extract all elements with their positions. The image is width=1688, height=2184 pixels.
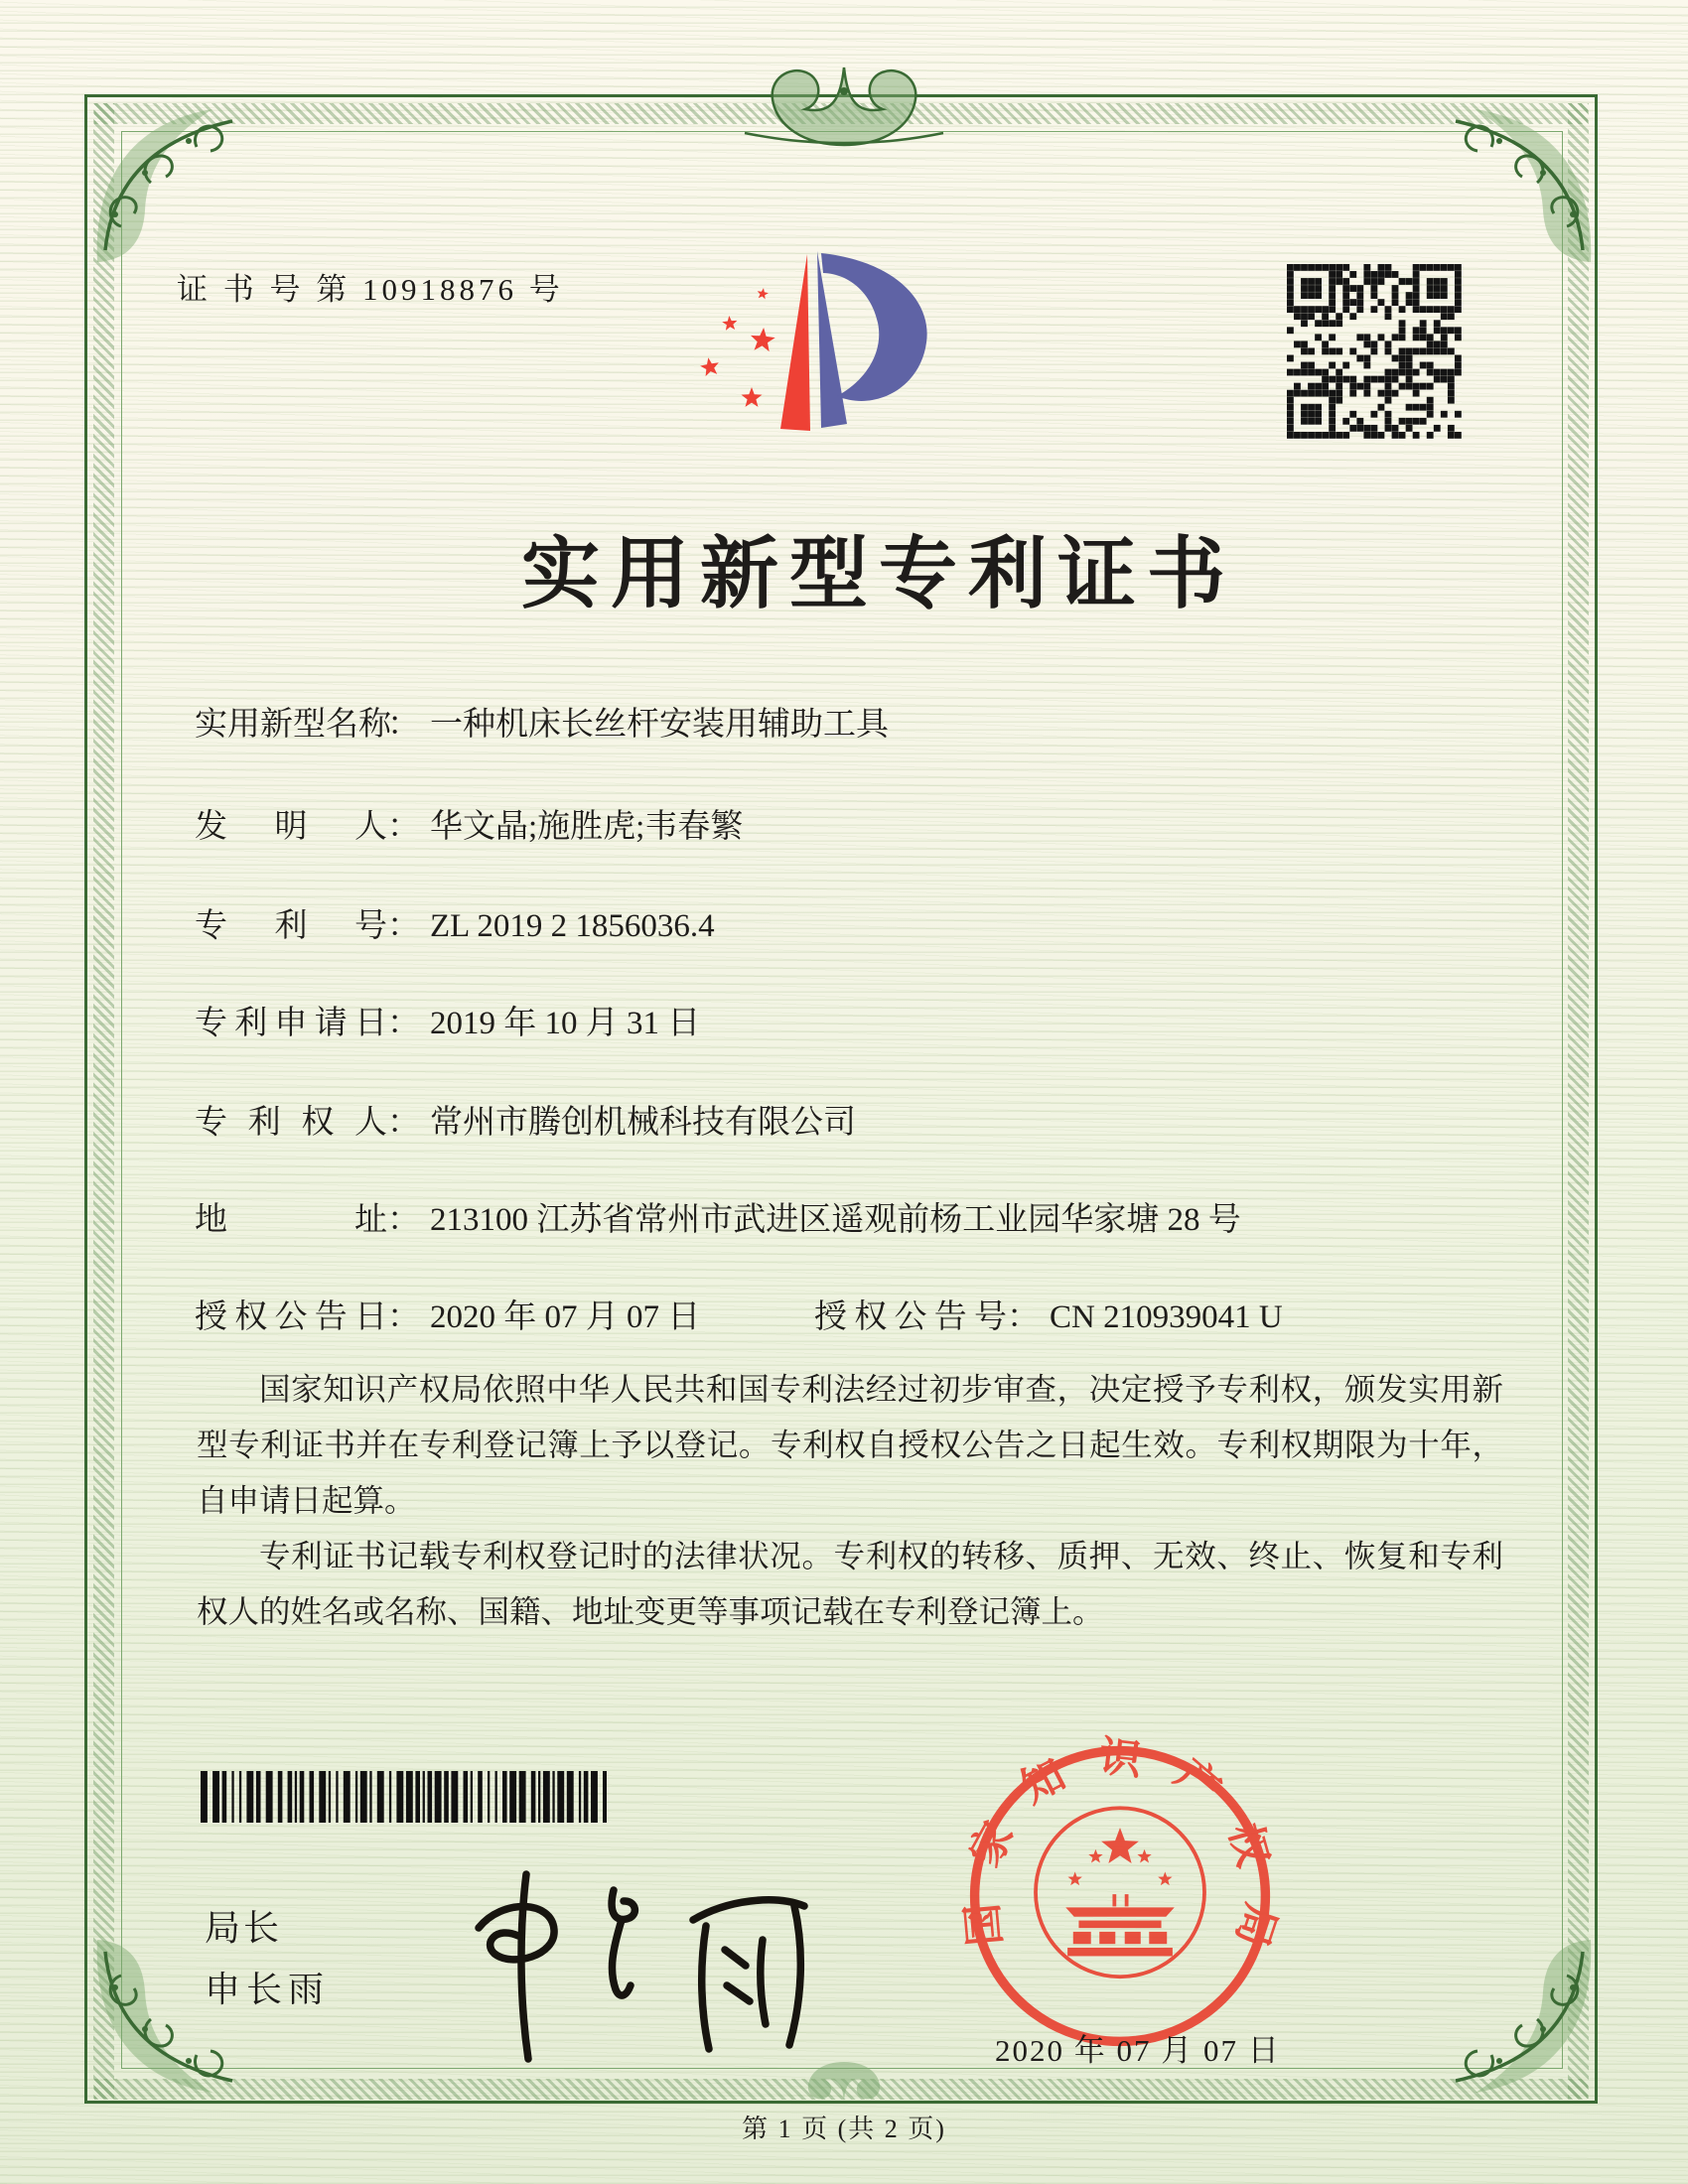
grant-date-group	[195, 1299, 700, 1335]
legal-text-block	[197, 1362, 1503, 1640]
field-label: 专利申请日	[195, 1006, 387, 1041]
field-filing-date	[195, 997, 700, 1043]
field-colon: ：	[387, 1202, 420, 1238]
field-inventors	[195, 800, 743, 847]
legal-paragraph-1: 国家知识产权局依照中华人民共和国专利法经过初步审查，决定授予专利权，颁发实用新型专利证书并在专利登记簿上予以登记。专利权自授权公告之日起生效。专利权期限为十年，自申请日起算。	[197, 1372, 1503, 1518]
border-top-crest-icon	[685, 56, 1003, 155]
director-name: 申长雨	[205, 1969, 331, 2009]
field-colon: ：	[387, 1006, 420, 1041]
field-colon: ：	[387, 1299, 420, 1335]
field-patentee	[195, 1096, 856, 1143]
director-title: 局长	[205, 1907, 283, 1948]
qr-code-icon	[1287, 264, 1462, 439]
seal-date: 2020 年 07 月 07 日	[995, 2033, 1281, 2068]
field-value: 2020 年 07 月 07 日	[430, 1299, 701, 1335]
field-value: 常州市腾创机械科技有限公司	[430, 1105, 856, 1141]
field-value: 2019 年 10 月 31 日	[430, 1006, 701, 1041]
director-signature-icon	[465, 1848, 832, 2072]
field-colon: ：	[387, 809, 420, 845]
field-label: 专利号	[195, 908, 387, 944]
certificate-number: 证 书 号 第 10918876 号	[177, 272, 564, 307]
field-colon: ：	[387, 908, 420, 944]
field-colon: ：	[1007, 1299, 1040, 1335]
field-label: 授权公告日	[195, 1299, 387, 1335]
field-utility-model-name	[195, 698, 889, 745]
field-label: 发明人	[195, 809, 387, 845]
certificate-title: 实用新型专利证书	[521, 532, 1236, 618]
field-label: 专利权人	[195, 1105, 387, 1141]
grant-number-group	[814, 1291, 1283, 1337]
field-colon: ：	[387, 1105, 420, 1141]
svg-text:国家知识产权局	[957, 1733, 1285, 1981]
field-grant-announcement	[195, 1291, 1283, 1337]
field-value: ZL 2019 2 1856036.4	[430, 908, 715, 944]
cnipa-logo-icon	[670, 241, 938, 450]
legal-paragraph-2: 专利证书记载专利权登记时的法律状况。专利权的转移、质押、无效、终止、恢复和专利权人的姓名或名称、国籍、地址变更等事项记载在专利登记簿上。	[197, 1539, 1503, 1629]
field-label: 地址	[195, 1202, 387, 1238]
border-corner-flourish-icon	[1424, 95, 1603, 274]
field-value: 华文晶;施胜虎;韦春繁	[430, 809, 744, 845]
field-address	[195, 1193, 1241, 1240]
field-patent-number	[195, 899, 715, 946]
field-label: 授权公告号	[814, 1299, 1007, 1335]
field-value: 213100 江苏省常州市武进区遥观前杨工业园华家塘 28 号	[430, 1202, 1241, 1238]
field-value: CN 210939041 U	[1050, 1299, 1283, 1335]
field-colon: ：	[387, 707, 420, 743]
field-value: 一种机床长丝杆安装用辅助工具	[430, 707, 889, 743]
barcode-icon	[201, 1771, 608, 1823]
cnipa-round-seal-icon	[951, 1727, 1289, 2065]
page-footer: 第 1 页 (共 2 页)	[742, 2115, 946, 2143]
border-corner-flourish-icon	[1424, 1928, 1603, 2107]
field-label: 实用新型名称	[195, 707, 391, 743]
border-corner-flourish-icon	[85, 95, 264, 274]
border-corner-flourish-icon	[85, 1928, 264, 2107]
seal-text: 国家知识产权局	[956, 1733, 1285, 1982]
